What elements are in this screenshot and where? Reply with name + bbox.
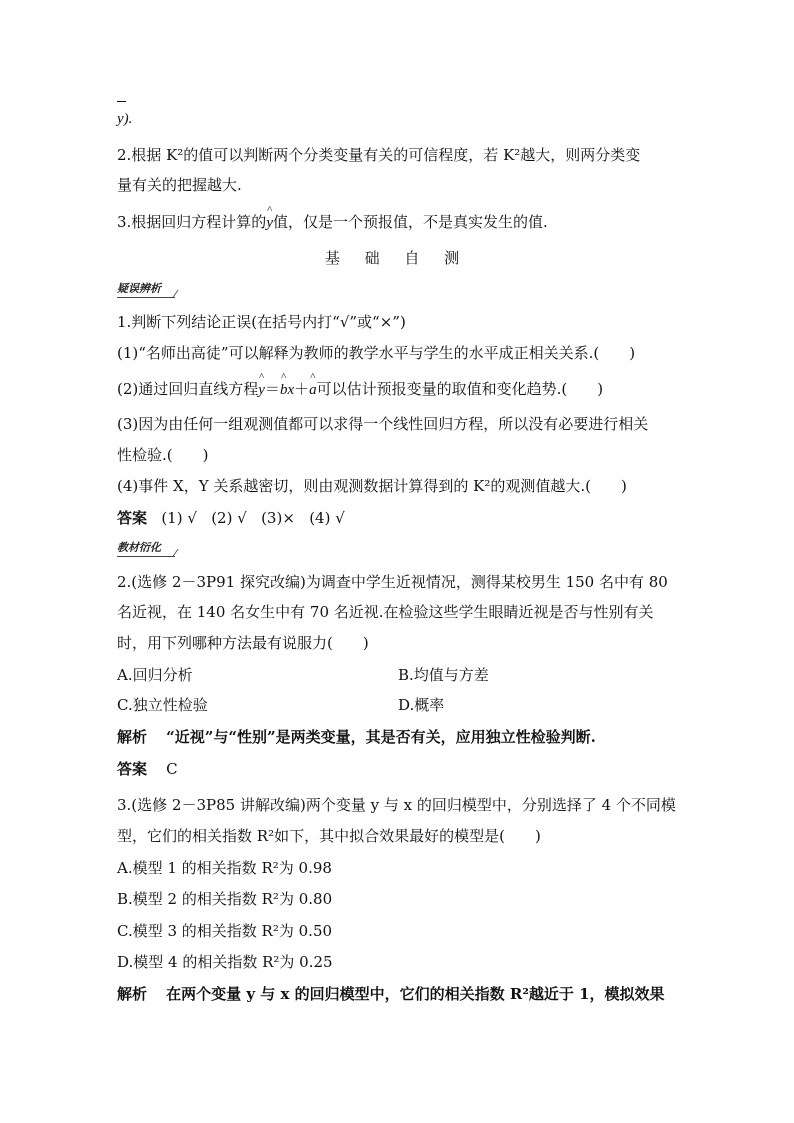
answer-label: 答案 (117, 760, 148, 778)
y-close-text: y). (117, 111, 133, 127)
q2-paren: ) (362, 634, 369, 652)
q3-option-a: A.模型 1 的相关指数 R²为 0.98 (117, 859, 332, 877)
intro-point-2: 2.根据 K²的值可以判断两个分类变量有关的可信程度，若 K²越大，则两分类变 (117, 146, 641, 164)
q3-analysis (117, 984, 665, 1004)
q1-item-3: (3)因为由任何一组观测值都可以求得一个线性回归方程，所以没有必要进行相关 (117, 415, 649, 433)
q2-stem-b: 名近视，在 140 名女生中有 70 名近视.在检验这些学生眼睛近视是否与性别有关 (117, 603, 654, 621)
q2-option-b: B.均值与方差 (398, 666, 489, 684)
q1-item-4-paren: ) (620, 477, 627, 495)
q3-paren: ) (534, 827, 541, 845)
q1-item-2 (117, 379, 603, 400)
q3-stem-b-text: 型，它们的相关指数 R²如下，其中拟合效果最好的模型是( (117, 827, 505, 845)
q1-item-2-paren: ) (597, 380, 604, 398)
q1-answer (117, 508, 345, 528)
q2-answer (117, 759, 178, 779)
q3-option-b: B.模型 2 的相关指数 R²为 0.80 (117, 890, 333, 908)
q2-stem-c-text: 时，用下列哪种方法最有说服力( (117, 634, 333, 652)
q3-option-c: C.模型 3 的相关指数 R²为 0.50 (117, 922, 333, 940)
q1-item-4-text: (4)事件 X，Y 关系越密切，则由观测数据计算得到的 K²的观测值越大.( (117, 477, 591, 495)
q2-option-a: A.回归分析 (117, 666, 193, 684)
intro-line-y (117, 108, 132, 129)
answer-label: 答案 (117, 509, 148, 527)
q2-option-d: D.概率 (398, 696, 445, 714)
q3-stem-b (117, 826, 541, 846)
point3-pre: 3.根据回归方程计算的 (117, 213, 267, 231)
q1-item-4 (117, 476, 627, 496)
tag-error-analysis: 疑误辨析 (117, 282, 175, 298)
b-hat-symbol: ^ b (280, 380, 288, 400)
x-symbol: x (287, 382, 295, 398)
q1-item-1-text: (1)“名师出高徒”可以解释为教师的教学水平与学生的水平成正相关关系.( (117, 344, 600, 362)
q1-item-1 (117, 343, 635, 363)
analysis-label: 解析 (117, 985, 148, 1003)
y-hat-symbol: ^ y (258, 380, 265, 400)
q1-item-3-cont-text: 性检验.( (117, 446, 173, 464)
q1-item-2-pre: (2)通过回归直线方程 (117, 380, 259, 398)
intro-point-3 (117, 212, 548, 233)
section-title: 基 础 自 测 (324, 249, 470, 267)
answer-text: (1) √ (2) √ (3)× (4) √ (161, 509, 345, 527)
intro-point-2-cont: 量有关的把握越大. (117, 176, 242, 194)
q1-item-3-paren: ) (202, 446, 209, 464)
q3-option-d: D.模型 4 的相关指数 R²为 0.25 (117, 953, 333, 971)
analysis-text: “近视”与“性别”是两类变量，其是否有关，应用独立性检验判断. (166, 728, 596, 746)
q2-option-c: C.独立性检验 (117, 696, 208, 714)
q2-analysis (117, 727, 596, 747)
equals-sign: ＝ (264, 380, 280, 398)
a-hat-symbol: ^ a (309, 380, 317, 400)
answer-text: C (166, 760, 178, 778)
analysis-text: 在两个变量 y 与 x 的回归模型中，它们的相关指数 R²越近于 1，模拟效果 (166, 985, 665, 1003)
analysis-label: 解析 (117, 728, 148, 746)
plus-sign: ＋ (294, 380, 310, 398)
tag-textbook-derivation: 教材衍化 (117, 541, 175, 557)
q3-stem-a: 3.(选修 2－3P85 讲解改编)两个变量 y 与 x 的回归模型中，分别选择了 4 个不同模 (117, 796, 676, 814)
point3-post: 值，仅是一个预报值，不是真实发生的值. (272, 213, 548, 231)
q2-stem-c (117, 633, 369, 653)
q2-stem-a: 2.(选修 2－3P91 探究改编)为调查中学生近视情况，测得某校男生 150 名中有 80 (117, 573, 668, 591)
q1-item-1-paren: ) (629, 344, 636, 362)
overline-mark (117, 101, 126, 102)
q1-item-2-post: 可以估计预报变量的取值和变化趋势.( (316, 380, 568, 398)
q1-stem: 1.判断下列结论正误(在括号内打“√”或“×”) (117, 313, 406, 331)
y-hat-symbol: ^ y (266, 213, 273, 233)
q1-item-3-cont (117, 445, 208, 465)
